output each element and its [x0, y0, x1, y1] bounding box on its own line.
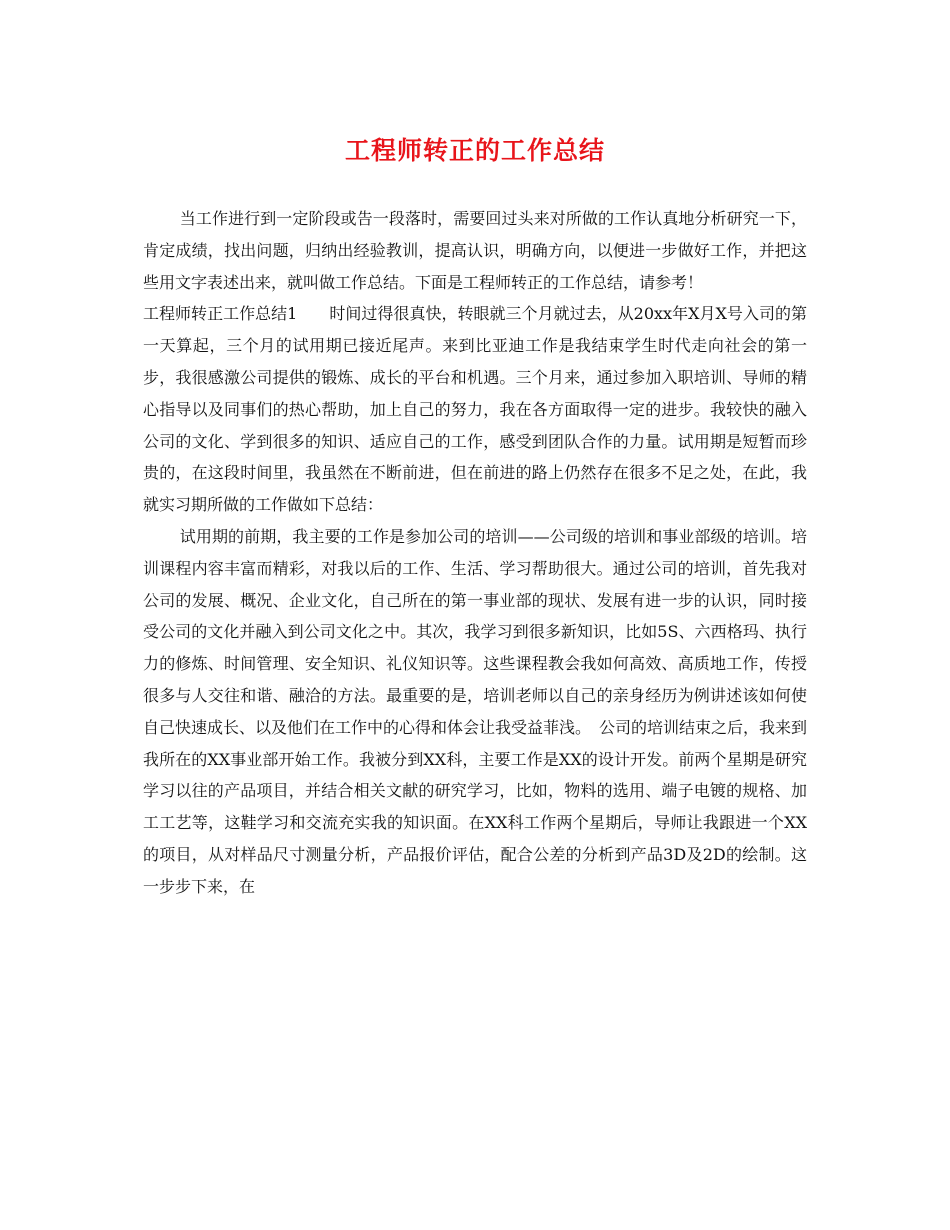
- paragraph-summary-1: 工程师转正工作总结1 时间过得很真快，转眼就三个月就过去，从20xx年X月X号入司的第一天算起，三个月的试用期已接近尾声。来到比亚迪工作是我结束学生时代走向社会的第一步，我很感激公司提供的锻炼、成长的平台和机遇。三个月来，通过参加入职培训、导师的精心指导以及同事们的热心帮助，加上自己的努力，我在各方面取得一定的进步。我较快的融入公司的文化、学到很多的知识、适应自己的工作，感受到团队合作的力量。试用期是短暂而珍贵的，在这段时间里，我虽然在不断前进，但在前进的路上仍然存在很多不足之处，在此，我就实习期所做的工作做如下总结：: [143, 304, 807, 515]
- document-body: [143, 203, 807, 903]
- paragraph-training: 试用期的前期，我主要的工作是参加公司的培训——公司级的培训和事业部级的培训。培训课程内容丰富而精彩，对我以后的工作、生活、学习帮助很大。通过公司的培训，首先我对公司的发展、概况、企业文化，自己所在的第一事业部的现状、发展有进一步的认识，同时接受公司的文化并融入到公司文化之中。其次，我学习到很多新知识，比如5S、六西格玛、执行力的修炼、时间管理、安全知识、礼仪知识等。这些课程教会我如何高效、高质地工作，传授很多与人交往和谐、融洽的方法。最重要的是，培训老师以自己的亲身经历为例讲述该如何使自己快速成长、以及他们在工作中的心得和体会让我受益菲浅。 公司的培训结束之后，我来到我所在的XX事业部开始工作。我被分到XX科，主要工作是XX的设计开发。前两个星期是研究学习以往的产品项目，并结合相关文献的研究学习，比如，物料的选用、端子电镀的规格、加工工艺等，这鞋学习和交流充实我的知识面。在XX科工作两个星期后，导师让我跟进一个XX的项目，从对样品尺寸测量分析，产品报价评估，配合公差的分析到产品3D及2D的绘制。这一步步下来，在: [143, 526, 808, 896]
- paragraph-intro: 当工作进行到一定阶段或告一段落时，需要回过头来对所做的工作认真地分析研究一下，肯定成绩，找出问题，归纳出经验教训，提高认识，明确方向，以便进一步做好工作，并把这些用文字表述出来，就叫做工作总结。下面是工程师转正的工作总结，请参考！: [143, 209, 807, 292]
- document-title: 工程师转正的工作总结: [344, 136, 605, 165]
